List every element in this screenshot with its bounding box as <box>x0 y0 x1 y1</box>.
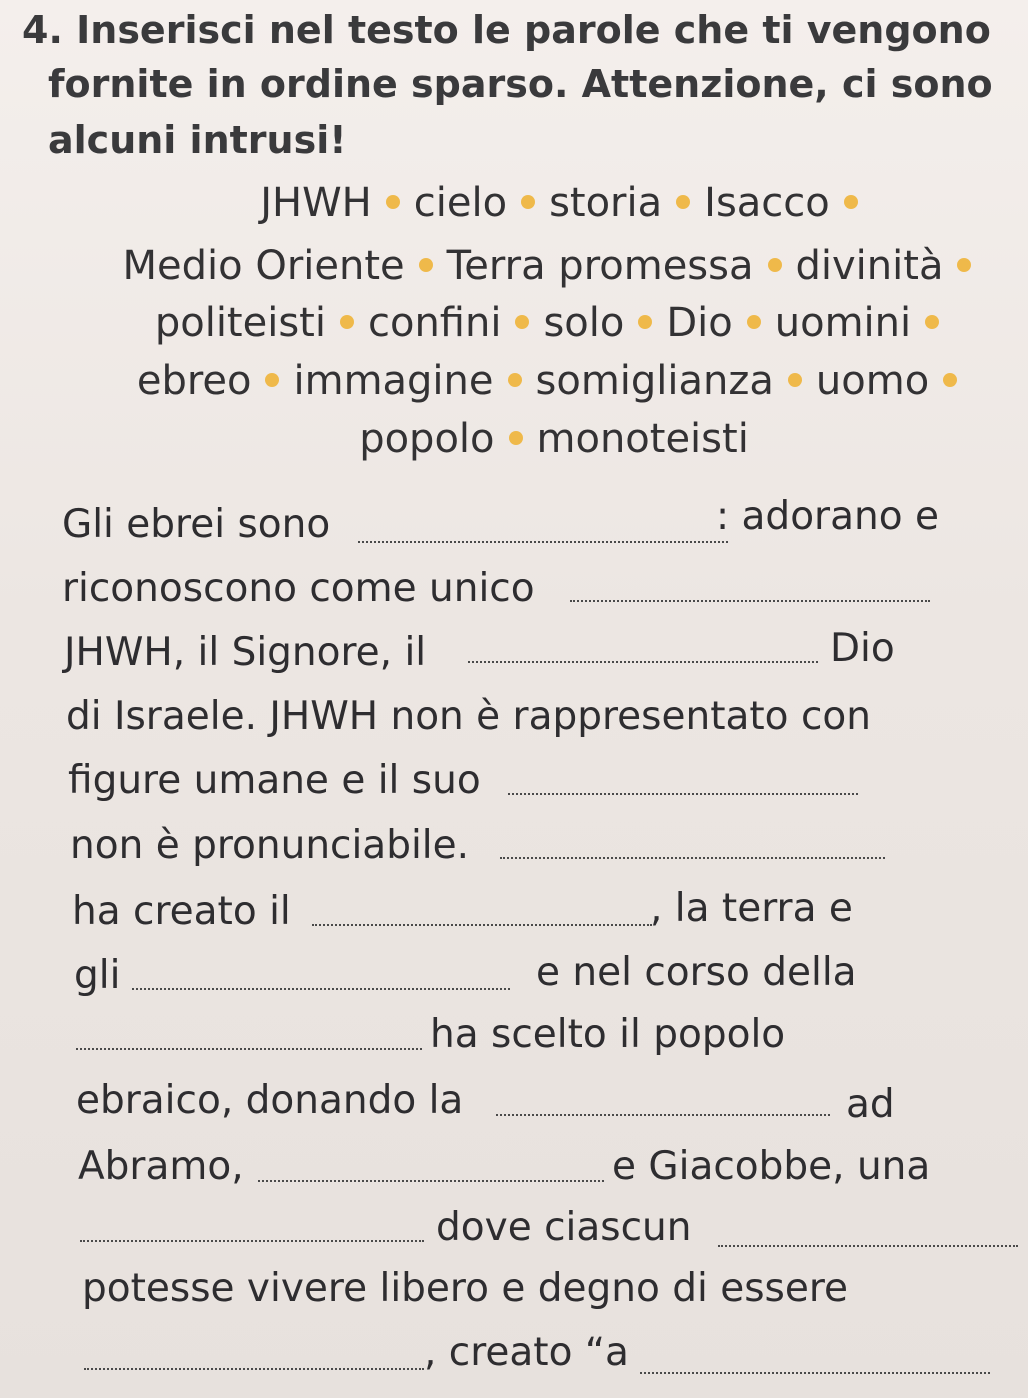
answer-blank[interactable] <box>500 857 885 859</box>
word-bank-row-5 <box>40 416 1028 462</box>
bullet-dot <box>265 373 279 387</box>
text-fragment: , creato “a <box>424 1330 629 1375</box>
word-bank-item: cielo <box>413 180 508 226</box>
exercise-instruction-line-1 <box>22 8 991 52</box>
word-bank-item: JHWH <box>260 180 372 226</box>
word-bank-item: immagine <box>293 358 494 404</box>
word-bank-item: Isacco <box>704 180 830 226</box>
bullet-dot <box>676 195 690 209</box>
text-fragment: ebraico, donando la <box>76 1078 464 1123</box>
exercise-number: 4. <box>22 8 63 52</box>
word-bank-item: uomini <box>774 300 912 346</box>
word-bank-row-4 <box>40 358 1028 404</box>
word-bank-item: divinità <box>795 243 944 289</box>
text-fragment: JHWH, il Signore, il <box>64 630 427 675</box>
text-fragment: e nel corso della <box>536 950 857 995</box>
answer-blank[interactable] <box>84 1368 424 1370</box>
bullet-dot <box>509 431 523 445</box>
bullet-dot <box>638 315 652 329</box>
answer-blank[interactable] <box>76 1048 422 1050</box>
text-fragment: , la terra e <box>650 886 853 931</box>
word-bank-item: ebreo <box>136 358 252 404</box>
word-bank-item: politeisti <box>154 300 326 346</box>
bullet-dot <box>521 195 535 209</box>
text-fragment: non è pronunciabile. <box>70 823 470 868</box>
answer-blank[interactable] <box>570 600 930 602</box>
word-bank-item: monoteisti <box>536 416 749 462</box>
exercise-instruction-line-3: alcuni intrusi! <box>48 118 347 162</box>
word-bank-item: solo <box>543 300 625 346</box>
text-fragment: di Israele. JHWH non è rappresentato con <box>66 694 871 739</box>
bullet-dot <box>925 315 939 329</box>
text-fragment: : adorano e <box>716 494 939 539</box>
text-fragment: ad <box>846 1082 895 1127</box>
word-bank-item: popolo <box>359 416 495 462</box>
bullet-dot <box>386 195 400 209</box>
word-bank-item: storia <box>549 180 663 226</box>
bullet-dot <box>943 373 957 387</box>
bullet-dot <box>419 258 433 272</box>
answer-blank[interactable] <box>496 1114 830 1116</box>
word-bank-item: Terra promessa <box>446 243 754 289</box>
answer-blank[interactable] <box>312 924 652 926</box>
bullet-dot <box>844 195 858 209</box>
answer-blank[interactable] <box>508 793 858 795</box>
word-bank-item: Medio Oriente <box>122 243 405 289</box>
word-bank-row-2 <box>40 243 1028 289</box>
text-fragment: gli <box>74 953 121 998</box>
word-bank-item: Dio <box>666 300 733 346</box>
answer-blank[interactable] <box>640 1372 990 1374</box>
word-bank-item: uomo <box>815 358 930 404</box>
word-bank-item: confini <box>367 300 502 346</box>
word-bank-row-3 <box>40 300 1028 346</box>
bullet-dot <box>768 258 782 272</box>
answer-blank[interactable] <box>132 988 510 990</box>
bullet-dot <box>957 258 971 272</box>
text-fragment: ha scelto il popolo <box>430 1012 786 1057</box>
text-fragment: e Giacobbe, una <box>612 1144 931 1189</box>
text-fragment: Dio <box>830 626 895 671</box>
text-fragment: dove ciascun <box>436 1205 692 1250</box>
text-fragment: riconoscono come unico <box>62 566 535 611</box>
text-fragment: ha creato il <box>72 889 291 934</box>
answer-blank[interactable] <box>718 1245 1018 1247</box>
word-bank-row-1 <box>52 180 1028 226</box>
bullet-dot <box>340 315 354 329</box>
answer-blank[interactable] <box>468 661 818 663</box>
bullet-dot <box>788 373 802 387</box>
answer-blank[interactable] <box>358 541 728 543</box>
instruction-text-1: Inserisci nel testo le parole che ti vengono <box>76 8 991 52</box>
text-fragment: Gli ebrei sono <box>62 502 331 547</box>
word-bank-item: somiglianza <box>535 358 774 404</box>
text-fragment: potesse vivere libero e degno di essere <box>82 1266 849 1311</box>
answer-blank[interactable] <box>258 1180 604 1182</box>
text-fragment: figure umane e il suo <box>68 758 481 803</box>
bullet-dot <box>747 315 761 329</box>
bullet-dot <box>515 315 529 329</box>
text-fragment: Abramo, <box>78 1144 244 1189</box>
bullet-dot <box>508 373 522 387</box>
answer-blank[interactable] <box>80 1240 424 1242</box>
exercise-instruction-line-2: fornite in ordine sparso. Attenzione, ci sono <box>48 62 993 106</box>
